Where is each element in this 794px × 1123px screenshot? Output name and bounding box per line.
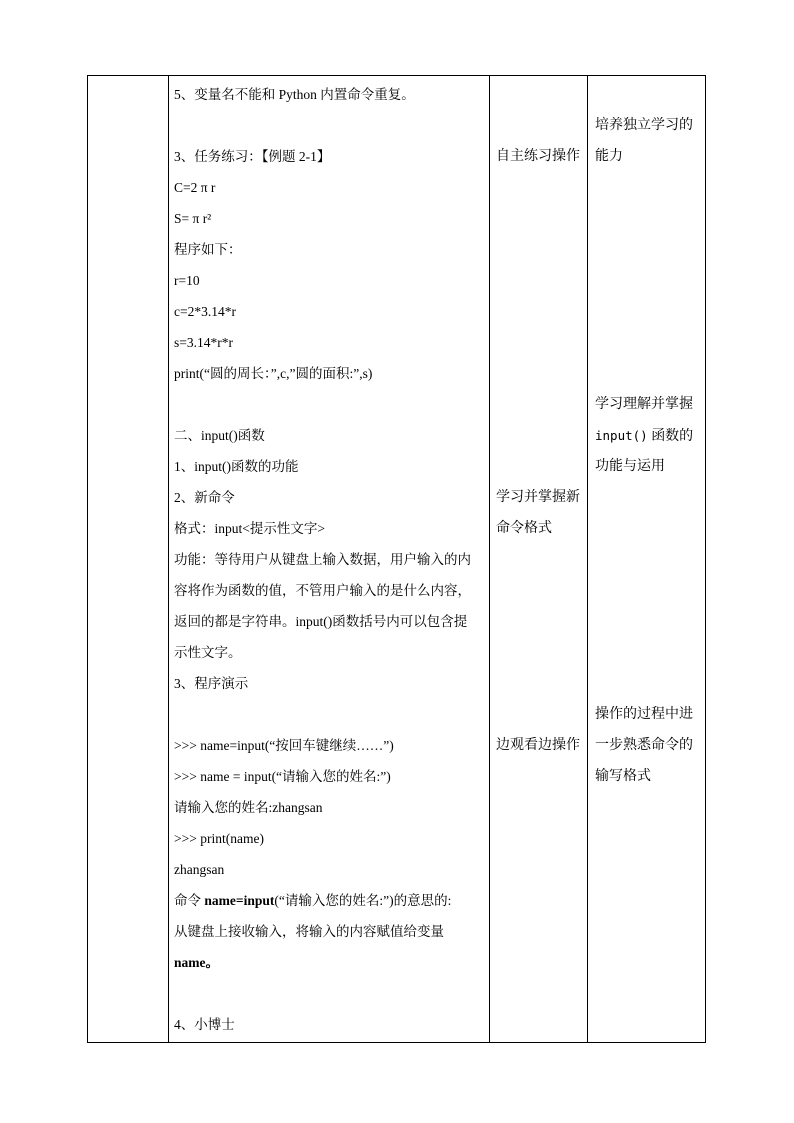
code-line: >>> name = input(“请输入您的姓名:”)	[174, 769, 391, 784]
text-line: 程序如下：	[174, 242, 242, 257]
activity-text: 边观看边操作	[496, 738, 580, 753]
text-line: 从键盘上接收输入，将输入的内容赋值给变量	[174, 924, 444, 939]
text-line: 格式：input<提示性文字>	[174, 521, 325, 536]
column-divider	[489, 76, 490, 1042]
column-divider	[587, 76, 588, 1042]
section-heading: 二、input()函数	[174, 428, 265, 443]
text-line	[174, 955, 219, 971]
teaching-content-column	[174, 76, 486, 1042]
text-fragment: (“请输入您的姓名:”)的意思的:	[274, 893, 452, 908]
text-fragment: 函数的	[647, 429, 694, 444]
intent-text: 操作的过程中进	[595, 707, 693, 722]
text-line: 5、变量名不能和 Python 内置命令重复。	[174, 87, 415, 102]
bold-code: name=input	[204, 893, 275, 908]
bold-code: name。	[174, 955, 219, 970]
text-line	[174, 893, 451, 909]
intent-text	[595, 428, 693, 445]
text-line: 2、新命令	[174, 490, 235, 505]
text-line: 3、程序演示	[174, 676, 249, 691]
text-line: 功能：等待用户从键盘上输入数据，用户输入的内	[174, 552, 471, 567]
code-line: >>> print(name)	[174, 831, 264, 846]
text-line: 示性文字。	[174, 645, 242, 660]
code-line: 请输入您的姓名:zhangsan	[174, 800, 323, 815]
lesson-table	[87, 75, 706, 1043]
intent-text: 学习理解并掌握	[595, 397, 693, 412]
column-divider	[168, 76, 169, 1042]
formula-line: S= π r²	[174, 211, 212, 226]
text-line: 容将作为函数的值，不管用户输入的是什么内容，	[174, 583, 471, 598]
text-line: 3、任务练习：【例题 2-1】	[174, 149, 331, 164]
intent-text: 能力	[595, 149, 623, 164]
intent-text: 培养独立学习的	[595, 118, 693, 133]
student-activity-column	[496, 76, 584, 1042]
code-line: r=10	[174, 273, 200, 288]
text-line: 1、input()函数的功能	[174, 459, 299, 474]
activity-text: 学习并掌握新	[496, 490, 580, 505]
code-line: >>> name=input(“按回车键继续……”)	[174, 738, 394, 753]
intent-text: 功能与运用	[595, 459, 665, 474]
formula-line: C=2 π r	[174, 180, 216, 195]
code-fragment: input()	[595, 428, 648, 443]
text-line: 4、小博士	[174, 1017, 235, 1032]
code-line: print(“圆的周长：”,c,”圆的面积:”,s)	[174, 366, 373, 381]
intent-text: 输写格式	[595, 769, 651, 784]
design-intent-column	[595, 76, 703, 1042]
activity-text: 命令格式	[496, 521, 552, 536]
code-line: zhangsan	[174, 862, 225, 877]
text-fragment: 命令	[174, 893, 205, 908]
text-line: 返回的都是字符串。input()函数括号内可以包含提	[174, 614, 468, 629]
intent-text: 一步熟悉命令的	[595, 738, 693, 753]
code-line: s=3.14*r*r	[174, 335, 233, 350]
activity-text: 自主练习操作	[496, 149, 580, 164]
code-line: c=2*3.14*r	[174, 304, 236, 319]
